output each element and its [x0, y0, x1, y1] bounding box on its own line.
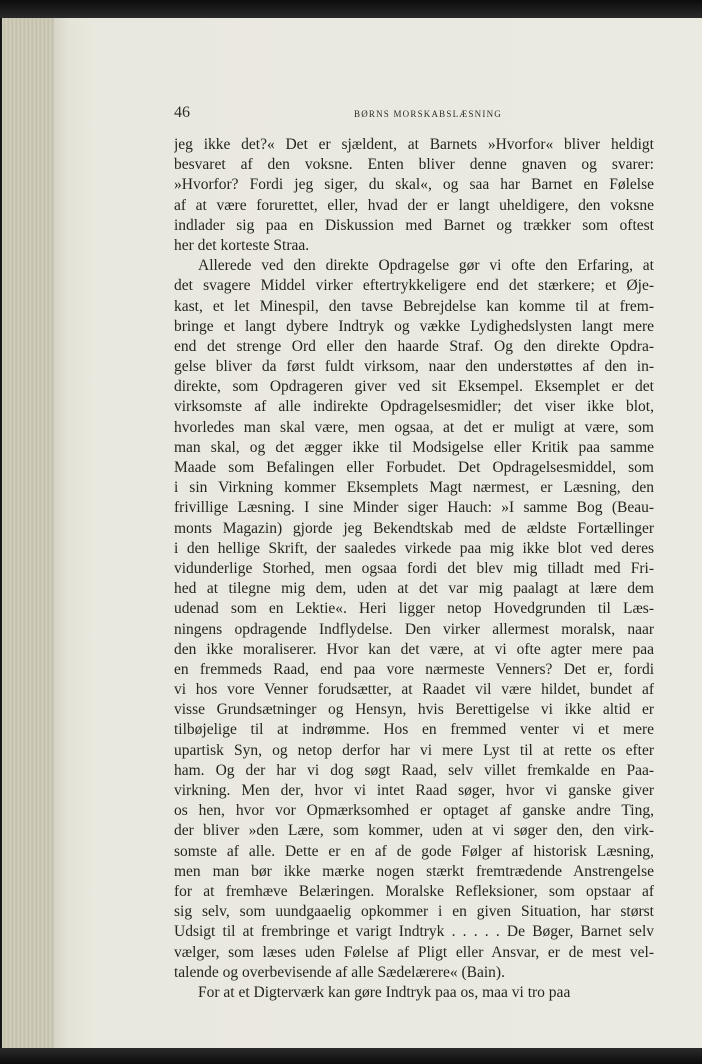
- text-line: indlader sig paa en Diskussion med Barnet og trækker som oftest: [174, 216, 654, 234]
- text-line: direkte, som Opdrageren giver ved sit Eksempel. Eksemplet er det: [174, 378, 654, 396]
- text-line: sig selv, som uundgaaelig opkommer i en given Situation, har størst: [174, 903, 654, 921]
- text-line: »Hvorfor? Fordi jeg siger, du skal«, og saa har Barnet en Følelse: [174, 176, 654, 194]
- text-line: Udsigt til at frembringe et varigt Indtryk . . . . . De Bøger, Barnet selv: [174, 923, 654, 941]
- text-line: end det strenge Ord eller den haarde Straf. Og den direkte Opdra-: [174, 337, 654, 355]
- text-line: det svagere Middel virker eftertrykkeligere end det stærkere; et Øje-: [174, 277, 654, 295]
- text-line: men man bør ikke mærke nogen stærkt fremtrædende Anstrengelse: [174, 862, 654, 880]
- text-line: tilbøjelige til at indrømme. Hos en fremmed venter vi et mere: [174, 721, 654, 739]
- text-line: her det korteste Straa.: [174, 236, 310, 254]
- text-line: en fremmeds Raad, end paa vore nærmeste Venners? Det er, fordi: [174, 660, 654, 678]
- text-line: upartisk Syn, og netop derfor har vi mere Lyst til at rette os efter: [174, 741, 654, 759]
- text-line: ningens opdragende Indflydelse. Den virker allermest moralsk, naar: [174, 620, 654, 638]
- text-line: vi hos vore Venner forudsætter, at Raadet vil være hildet, bundet af: [174, 681, 654, 699]
- text-line: vælger, som læses uden Følelse af Pligt eller Ansvar, er de mest vel-: [174, 943, 654, 961]
- page-header: [174, 104, 654, 124]
- running-head: BØRNS MORSKABSLÆSNING: [354, 109, 502, 119]
- text-line: den ikke moraliserer. Hvor kan det være, at vi ofte agter mere paa: [174, 640, 654, 658]
- text-line: virksomste af alle indirekte Opdragelsesmidler; det viser ikke blot,: [174, 398, 654, 416]
- text-line: For at et Digterværk kan gøre Indtryk paa os, maa vi tro paa: [198, 983, 571, 1001]
- text-line: vidunderlige Storhed, men ogsaa fordi det blev mig tilladt med Fri-: [174, 559, 654, 577]
- text-line: man skal, og det ægger ikke til Modsigelse eller Kritik paa samme: [174, 438, 654, 456]
- page-number: 46: [174, 104, 190, 121]
- text-line: virkning. Men der, hvor vi intet Raad søger, hvor vi ganske giver: [174, 782, 654, 799]
- text-line: i den hellige Skrift, der saaledes virkede paa mig ikke blot ved deres: [174, 539, 654, 557]
- text-line: udenad som en Lektie«. Heri ligger netop Hovedgrunden til Læs-: [174, 600, 654, 618]
- text-line: talende og overbevisende af alle Sædelærere« (Bain).: [174, 963, 505, 981]
- text-line: hvorledes man skal være, men ogsaa, at det er muligt at være, som: [174, 418, 654, 436]
- text-line: Maade som Befalingen eller Forbudet. Det Opdragelsesmiddel, som: [174, 459, 654, 476]
- text-line: for at fremhæve Belæringen. Moralske Refleksioner, som opstaar af: [174, 882, 654, 900]
- text-line: besvaret af den voksne. Enten bliver denne gnaven og svarer:: [174, 156, 654, 174]
- text-line: gelse bliver da først fuldt virksom, naar den understøttes af den in-: [174, 358, 654, 376]
- text-line: kast, et let Minespil, den tavse Bebrejdelse kan komme til at frem-: [174, 297, 654, 315]
- text-line: bringe et langt dybere Indtryk og vække Lydighedslysten langt mere: [174, 317, 654, 335]
- text-line: os hen, hvor vor Opmærksomhed er optaget af ganske andre Ting,: [174, 802, 654, 820]
- text-line: jeg ikke det?« Det er sjældent, at Barnets »Hvorfor« bliver heldigt: [174, 136, 654, 153]
- text-line: monts Magazin) gjorde jeg Bekendtskab med de ældste Fortællinger: [174, 519, 654, 537]
- text-line: hed at tilegne mig dem, uden at det var mig paalagt at lære dem: [174, 580, 654, 598]
- text-line: Allerede ved den direkte Opdragelse gør vi ofte den Erfaring, at: [198, 257, 654, 275]
- text-line: frivillige Læsning. I sine Minder siger Hauch: »I samme Bog (Beau-: [174, 499, 654, 517]
- text-line: i sin Virkning kommer Eksemplets Magt nærmest, er Læsning, den: [174, 479, 654, 497]
- text-line: af at være forurettet, eller, hvad der er langt uheldigere, den voksne: [174, 196, 654, 214]
- scanner-bed-top: [0, 0, 702, 18]
- scanner-bed-bottom: [0, 1048, 702, 1064]
- body-text: [174, 135, 654, 1003]
- text-line: somste af alle. Dette er en af de gode Følger af historisk Læsning,: [174, 842, 654, 860]
- text-line: visse Grundsætninger og Hensyn, hvis Berettigelse vi ikke altid er: [174, 701, 654, 719]
- text-line: ham. Og der har vi dog søgt Raad, selv villet fremkalde en Paa-: [174, 761, 654, 779]
- page-block-edge: [2, 18, 55, 1052]
- text-line: der bliver »den Lære, som kommer, uden at vi søger den, den virk-: [174, 822, 654, 840]
